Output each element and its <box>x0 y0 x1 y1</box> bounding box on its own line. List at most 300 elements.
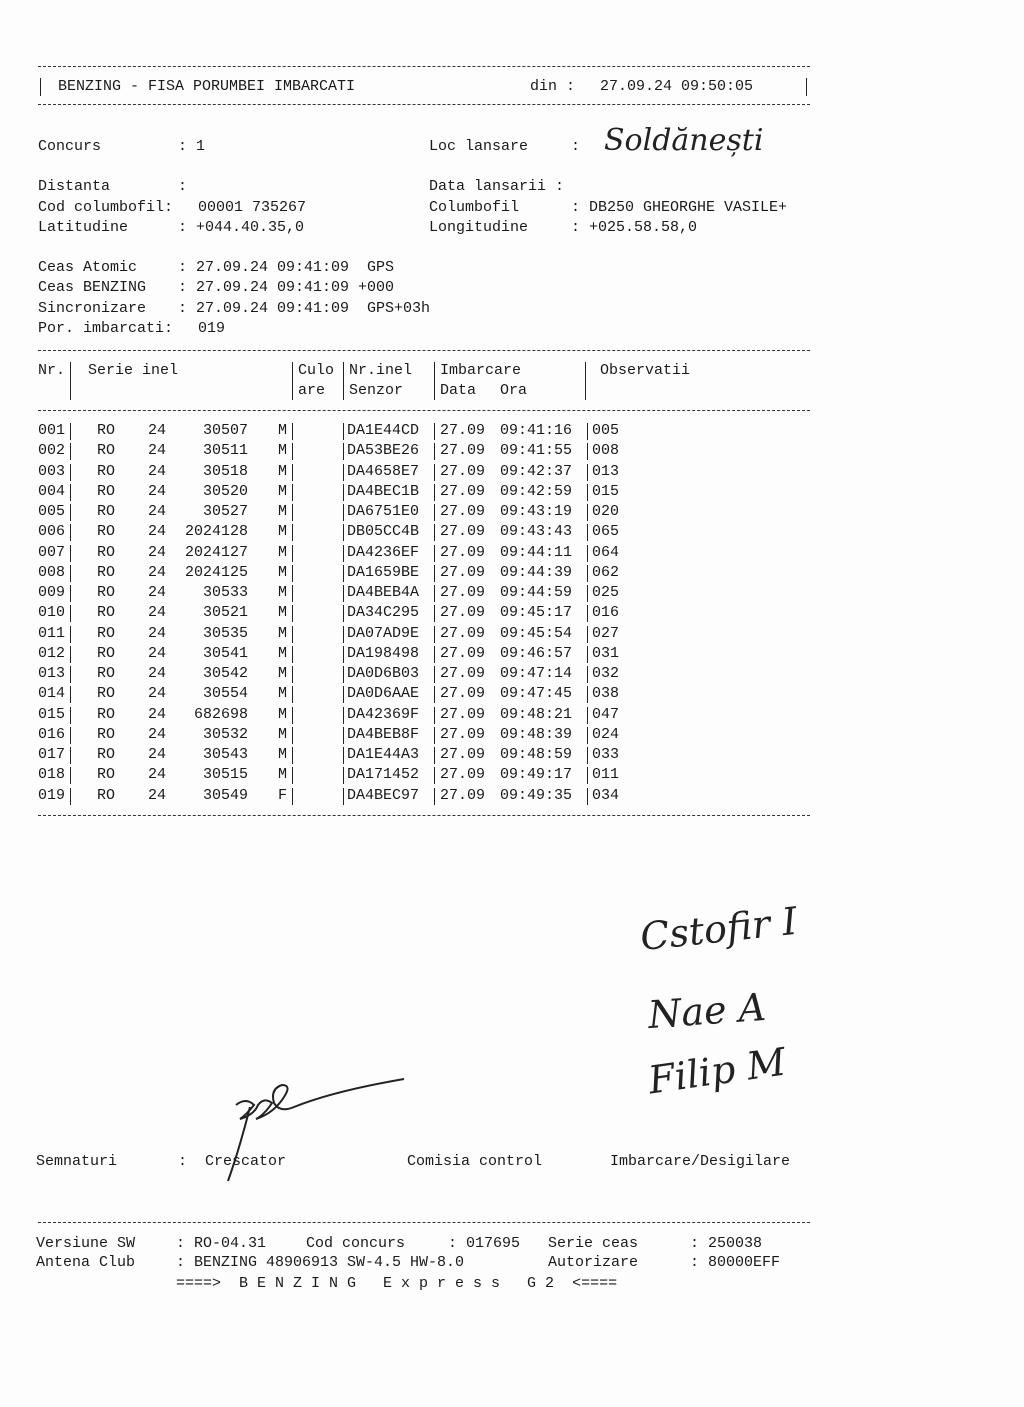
row-separator <box>70 626 71 643</box>
concurs-label: Concurs <box>38 138 102 155</box>
cell-time: 09:45:54 <box>500 624 573 642</box>
row-separator <box>343 666 344 683</box>
cell-date: 27.09 <box>440 624 486 642</box>
cell-date: 27.09 <box>440 786 486 804</box>
header-bar-right <box>806 78 807 96</box>
cell-sensor: DA4658E7 <box>347 462 420 480</box>
cell-sex: M <box>278 746 288 763</box>
row-separator <box>343 443 344 460</box>
col-nrinel-header: Nr.inel <box>349 362 413 379</box>
latitudine-value: : +044.40.35,0 <box>178 219 305 236</box>
cell-sensor: DA1E44A3 <box>347 746 420 763</box>
col-culo-header: Culo <box>298 362 335 379</box>
cell-sex: M <box>278 725 288 743</box>
row-separator <box>70 443 71 460</box>
row-separator <box>70 423 71 440</box>
row-separator <box>70 605 71 622</box>
row-separator <box>292 767 293 784</box>
cell-sex: M <box>278 543 288 561</box>
cell-obs: 032 <box>592 665 620 682</box>
cell-time: 09:44:59 <box>500 584 573 601</box>
col-serie-header: Serie inel <box>88 362 179 379</box>
row-separator <box>587 767 588 784</box>
cell-date: 27.09 <box>440 442 486 460</box>
cell-ring: 30507 <box>202 422 248 439</box>
row-separator <box>70 464 71 481</box>
cod-columbofil-value: 00001 735267 <box>198 199 307 216</box>
cell-year: 24 <box>148 523 167 541</box>
cell-time: 09:48:21 <box>500 705 573 723</box>
cell-time: 09:48:39 <box>500 725 573 743</box>
row-separator <box>292 565 293 582</box>
cell-obs: 031 <box>592 644 620 662</box>
cell-sex: M <box>278 584 288 601</box>
cell-date: 27.09 <box>440 563 486 581</box>
row-separator <box>434 646 435 663</box>
cell-year: 24 <box>148 563 167 581</box>
cell-country: RO <box>97 604 116 622</box>
cell-sensor: DA1659BE <box>347 563 420 581</box>
row-separator <box>292 666 293 683</box>
cell-nr: 016 <box>38 725 66 743</box>
row-separator <box>70 727 71 744</box>
columbofil-value: : DB250 GHEORGHE VASILE+ <box>571 199 788 216</box>
cell-country: RO <box>97 503 116 520</box>
cell-year: 24 <box>148 604 167 622</box>
distanta-label: Distanta <box>38 178 111 195</box>
cell-date: 27.09 <box>440 482 486 500</box>
cell-obs: 013 <box>592 462 620 480</box>
cell-time: 09:49:35 <box>500 786 573 804</box>
handwritten-name: Nae A <box>646 984 768 1038</box>
cell-year: 24 <box>148 482 167 500</box>
row-separator <box>434 443 435 460</box>
cell-date: 27.09 <box>440 503 486 520</box>
por-imbarcati-value: 019 <box>198 320 226 337</box>
cell-ring: 2024127 <box>184 543 248 561</box>
col-data-header: Data <box>440 382 477 399</box>
cell-nr: 001 <box>38 422 66 439</box>
cell-ring: 30542 <box>202 665 248 682</box>
col-ora-header: Ora <box>500 382 528 399</box>
row-separator <box>292 545 293 562</box>
header-bar-left <box>40 78 41 96</box>
col-senzor-header: Senzor <box>349 382 404 399</box>
cell-sex: M <box>278 644 288 662</box>
cell-ring: 2024128 <box>184 523 248 541</box>
cell-sensor: DA198498 <box>347 644 420 662</box>
row-separator <box>292 605 293 622</box>
row-separator <box>434 565 435 582</box>
cell-country: RO <box>97 462 116 480</box>
doc-title: BENZING - FISA PORUMBEI IMBARCATI <box>58 78 356 95</box>
cell-sex: M <box>278 462 288 480</box>
col-sep <box>434 362 435 400</box>
cod-columbofil-label: Cod columbofil: <box>38 199 174 216</box>
cell-ring: 30511 <box>202 442 248 460</box>
cell-year: 24 <box>148 685 167 703</box>
cell-year: 24 <box>148 786 167 804</box>
ceas-atomic-label: Ceas Atomic <box>38 259 138 276</box>
row-separator <box>434 666 435 683</box>
row-separator <box>70 767 71 784</box>
cell-nr: 014 <box>38 685 66 703</box>
cell-date: 27.09 <box>440 665 486 682</box>
row-separator <box>70 686 71 703</box>
cell-obs: 020 <box>592 503 620 520</box>
cell-nr: 005 <box>38 503 66 520</box>
autorizare-value: : 80000EFF <box>690 1254 781 1271</box>
antena-value: : BENZING 48906913 SW-4.5 HW-8.0 <box>176 1254 465 1271</box>
cell-sensor: DA171452 <box>347 766 420 784</box>
row-separator <box>343 727 344 744</box>
cell-sex: M <box>278 523 288 541</box>
col-culo-header-2: are <box>298 382 326 399</box>
cell-country: RO <box>97 786 116 804</box>
row-separator <box>70 484 71 501</box>
cell-nr: 012 <box>38 644 66 662</box>
row-separator <box>343 585 344 602</box>
cell-sex: M <box>278 604 288 622</box>
cell-obs: 034 <box>592 786 620 804</box>
concurs-value: : 1 <box>178 138 206 155</box>
cell-sensor: DA4BEC1B <box>347 482 420 500</box>
cell-ring: 30541 <box>202 644 248 662</box>
cell-year: 24 <box>148 705 167 723</box>
cell-nr: 008 <box>38 563 66 581</box>
cell-sensor: DA4BEB4A <box>347 584 420 601</box>
row-separator <box>587 788 588 805</box>
cell-sensor: DA07AD9E <box>347 624 420 642</box>
col-sep <box>343 362 344 400</box>
cell-obs: 047 <box>592 705 620 723</box>
row-separator <box>343 686 344 703</box>
cell-time: 09:43:43 <box>500 523 573 541</box>
row-separator <box>70 504 71 521</box>
row-separator <box>292 707 293 724</box>
row-separator <box>587 605 588 622</box>
cell-country: RO <box>97 523 116 541</box>
cell-country: RO <box>97 584 116 601</box>
cell-sex: M <box>278 563 288 581</box>
cell-nr: 019 <box>38 786 66 804</box>
row-separator <box>292 585 293 602</box>
row-separator <box>343 707 344 724</box>
col-sep <box>70 362 71 400</box>
row-separator <box>343 504 344 521</box>
cod-concurs-value: : 017695 <box>448 1235 521 1252</box>
cell-sensor: DA1E44CD <box>347 422 420 439</box>
row-separator <box>587 423 588 440</box>
cell-country: RO <box>97 563 116 581</box>
cell-nr: 009 <box>38 584 66 601</box>
cell-country: RO <box>97 725 116 743</box>
row-separator <box>587 524 588 541</box>
cell-time: 09:44:11 <box>500 543 573 561</box>
row-separator <box>434 504 435 521</box>
cell-country: RO <box>97 746 116 763</box>
row-separator <box>434 626 435 643</box>
row-separator <box>292 524 293 541</box>
row-separator <box>292 727 293 744</box>
row-separator <box>587 747 588 764</box>
rule-table-bottom <box>38 815 810 816</box>
distanta-value: : <box>178 178 188 195</box>
row-separator <box>343 484 344 501</box>
row-separator <box>343 767 344 784</box>
row-separator <box>292 423 293 440</box>
cell-time: 09:43:19 <box>500 503 573 520</box>
cell-country: RO <box>97 543 116 561</box>
row-separator <box>587 686 588 703</box>
row-separator <box>70 788 71 805</box>
imbarcare-desigilare-label: Imbarcare/Desigilare <box>610 1153 791 1170</box>
cell-year: 24 <box>148 584 167 601</box>
cell-ring: 30549 <box>202 786 248 804</box>
row-separator <box>70 747 71 764</box>
cell-nr: 004 <box>38 482 66 500</box>
row-separator <box>292 788 293 805</box>
cell-country: RO <box>97 482 116 500</box>
row-separator <box>70 545 71 562</box>
cell-ring: 2024125 <box>184 563 248 581</box>
row-separator <box>434 545 435 562</box>
cell-year: 24 <box>148 746 167 763</box>
ceas-benzing-value: : 27.09.24 09:41:09 +000 <box>178 279 395 296</box>
row-separator <box>70 585 71 602</box>
cell-sensor: DA42369F <box>347 705 420 723</box>
sincronizare-label: Sincronizare <box>38 300 147 317</box>
longitudine-label: Longitudine <box>429 219 529 236</box>
loc-lansare-sep: : <box>571 138 581 155</box>
cell-time: 09:42:59 <box>500 482 573 500</box>
semnaturi-label: Semnaturi <box>36 1153 118 1170</box>
cell-date: 27.09 <box>440 543 486 561</box>
row-separator <box>434 605 435 622</box>
cell-time: 09:41:16 <box>500 422 573 439</box>
cell-obs: 025 <box>592 584 620 601</box>
din-label: din : <box>530 78 576 95</box>
cell-date: 27.09 <box>440 705 486 723</box>
sincronizare-value: : 27.09.24 09:41:09 GPS+03h <box>178 300 431 317</box>
row-separator <box>587 443 588 460</box>
row-separator <box>434 707 435 724</box>
cell-time: 09:41:55 <box>500 442 573 460</box>
versiune-value: : RO-04.31 <box>176 1235 267 1252</box>
rule-table-top <box>38 350 810 351</box>
cell-nr: 003 <box>38 462 66 480</box>
cell-sex: M <box>278 503 288 520</box>
cell-ring: 30518 <box>202 462 248 480</box>
cell-time: 09:47:45 <box>500 685 573 703</box>
row-separator <box>70 707 71 724</box>
row-separator <box>343 524 344 541</box>
cell-sex: M <box>278 624 288 642</box>
rule-table-header-bottom <box>38 410 810 411</box>
crescator-label: Crescator <box>205 1153 287 1170</box>
cell-nr: 015 <box>38 705 66 723</box>
row-separator <box>434 464 435 481</box>
por-imbarcati-label: Por. imbarcati: <box>38 320 174 337</box>
row-separator <box>292 443 293 460</box>
cell-sex: M <box>278 766 288 784</box>
ceas-benzing-label: Ceas BENZING <box>38 279 147 296</box>
cell-time: 09:46:57 <box>500 644 573 662</box>
row-separator <box>587 484 588 501</box>
cell-sex: M <box>278 705 288 723</box>
cell-sex: F <box>278 786 288 804</box>
row-separator <box>292 484 293 501</box>
cell-ring: 30535 <box>202 624 248 642</box>
cell-obs: 064 <box>592 543 620 561</box>
cell-ring: 30527 <box>202 503 248 520</box>
row-separator <box>587 626 588 643</box>
serie-ceas-value: : 250038 <box>690 1235 763 1252</box>
row-separator <box>587 504 588 521</box>
cell-time: 09:47:14 <box>500 665 573 682</box>
cell-sensor: DA53BE26 <box>347 442 420 460</box>
row-separator <box>434 423 435 440</box>
row-separator <box>343 788 344 805</box>
loc-lansare-handwritten: Soldănești <box>604 123 764 158</box>
cell-sensor: DA34C295 <box>347 604 420 622</box>
cell-date: 27.09 <box>440 422 486 439</box>
cell-country: RO <box>97 644 116 662</box>
cell-obs: 011 <box>592 766 620 784</box>
cell-ring: 30521 <box>202 604 248 622</box>
cell-year: 24 <box>148 665 167 682</box>
row-separator <box>343 545 344 562</box>
columbofil-label: Columbofil <box>429 199 520 216</box>
cell-year: 24 <box>148 442 167 460</box>
cell-obs: 033 <box>592 746 620 763</box>
rule-header-bottom <box>38 104 810 105</box>
row-separator <box>292 686 293 703</box>
cell-time: 09:49:17 <box>500 766 573 784</box>
cell-sensor: DA4236EF <box>347 543 420 561</box>
antena-label: Antena Club <box>36 1254 136 1271</box>
row-separator <box>434 747 435 764</box>
cell-nr: 002 <box>38 442 66 460</box>
cell-year: 24 <box>148 725 167 743</box>
row-separator <box>434 727 435 744</box>
serie-ceas-label: Serie ceas <box>548 1235 639 1252</box>
cell-nr: 013 <box>38 665 66 682</box>
col-nr-header: Nr. <box>38 362 66 379</box>
cell-nr: 018 <box>38 766 66 784</box>
cell-obs: 005 <box>592 422 620 439</box>
row-separator <box>70 666 71 683</box>
cell-obs: 038 <box>592 685 620 703</box>
cell-sensor: DB05CC4B <box>347 523 420 541</box>
cell-year: 24 <box>148 624 167 642</box>
row-separator <box>587 707 588 724</box>
longitudine-value: : +025.58.58,0 <box>571 219 698 236</box>
row-separator <box>434 585 435 602</box>
benzing-banner: ====> B E N Z I N G E x p r e s s G 2 <==== <box>176 1275 618 1292</box>
cell-ring: 682698 <box>193 705 248 723</box>
cell-obs: 065 <box>592 523 620 541</box>
cell-ring: 30543 <box>202 746 248 763</box>
cell-date: 27.09 <box>440 746 486 763</box>
cell-nr: 017 <box>38 746 66 763</box>
row-separator <box>434 484 435 501</box>
cell-country: RO <box>97 705 116 723</box>
cell-country: RO <box>97 665 116 682</box>
cell-nr: 006 <box>38 523 66 541</box>
cell-sex: M <box>278 685 288 703</box>
handwritten-name: Cstofir I <box>638 898 800 960</box>
row-separator <box>587 585 588 602</box>
row-separator <box>292 504 293 521</box>
handwritten-name: Filip M <box>645 1039 789 1103</box>
cell-sex: M <box>278 665 288 682</box>
cell-country: RO <box>97 685 116 703</box>
cell-sex: M <box>278 422 288 439</box>
col-imbarcare-header: Imbarcare <box>440 362 522 379</box>
cell-time: 09:42:37 <box>500 462 573 480</box>
cell-nr: 010 <box>38 604 66 622</box>
cell-sex: M <box>278 482 288 500</box>
cell-year: 24 <box>148 462 167 480</box>
cell-sensor: DA4BEB8F <box>347 725 420 743</box>
row-separator <box>292 747 293 764</box>
cell-date: 27.09 <box>440 766 486 784</box>
col-observatii-header: Observatii <box>600 362 691 379</box>
semnaturi-sep: : <box>178 1153 188 1170</box>
row-separator <box>434 686 435 703</box>
cell-ring: 30515 <box>202 766 248 784</box>
cell-country: RO <box>97 624 116 642</box>
cell-sex: M <box>278 442 288 460</box>
row-separator <box>292 626 293 643</box>
row-separator <box>343 565 344 582</box>
cell-ring: 30520 <box>202 482 248 500</box>
rule-footer-top <box>38 1222 810 1223</box>
latitudine-label: Latitudine <box>38 219 129 236</box>
cell-time: 09:48:59 <box>500 746 573 763</box>
row-separator <box>587 545 588 562</box>
cell-sensor: DA0D6B03 <box>347 665 420 682</box>
col-sep <box>585 362 586 400</box>
cell-year: 24 <box>148 766 167 784</box>
cell-year: 24 <box>148 422 167 439</box>
cell-ring: 30554 <box>202 685 248 703</box>
cell-date: 27.09 <box>440 462 486 480</box>
cell-date: 27.09 <box>440 584 486 601</box>
cell-sensor: DA4BEC97 <box>347 786 420 804</box>
cell-time: 09:44:39 <box>500 563 573 581</box>
row-separator <box>70 565 71 582</box>
cell-nr: 007 <box>38 543 66 561</box>
row-separator <box>587 464 588 481</box>
row-separator <box>70 646 71 663</box>
row-separator <box>343 646 344 663</box>
cell-obs: 015 <box>592 482 620 500</box>
cell-sensor: DA0D6AAE <box>347 685 420 703</box>
cell-date: 27.09 <box>440 725 486 743</box>
row-separator <box>587 646 588 663</box>
row-separator <box>343 747 344 764</box>
row-separator <box>434 524 435 541</box>
cell-ring: 30532 <box>202 725 248 743</box>
cell-obs: 008 <box>592 442 620 460</box>
loc-lansare-label: Loc lansare <box>429 138 529 155</box>
row-separator <box>587 727 588 744</box>
row-separator <box>587 666 588 683</box>
cell-country: RO <box>97 422 116 439</box>
row-separator <box>434 767 435 784</box>
